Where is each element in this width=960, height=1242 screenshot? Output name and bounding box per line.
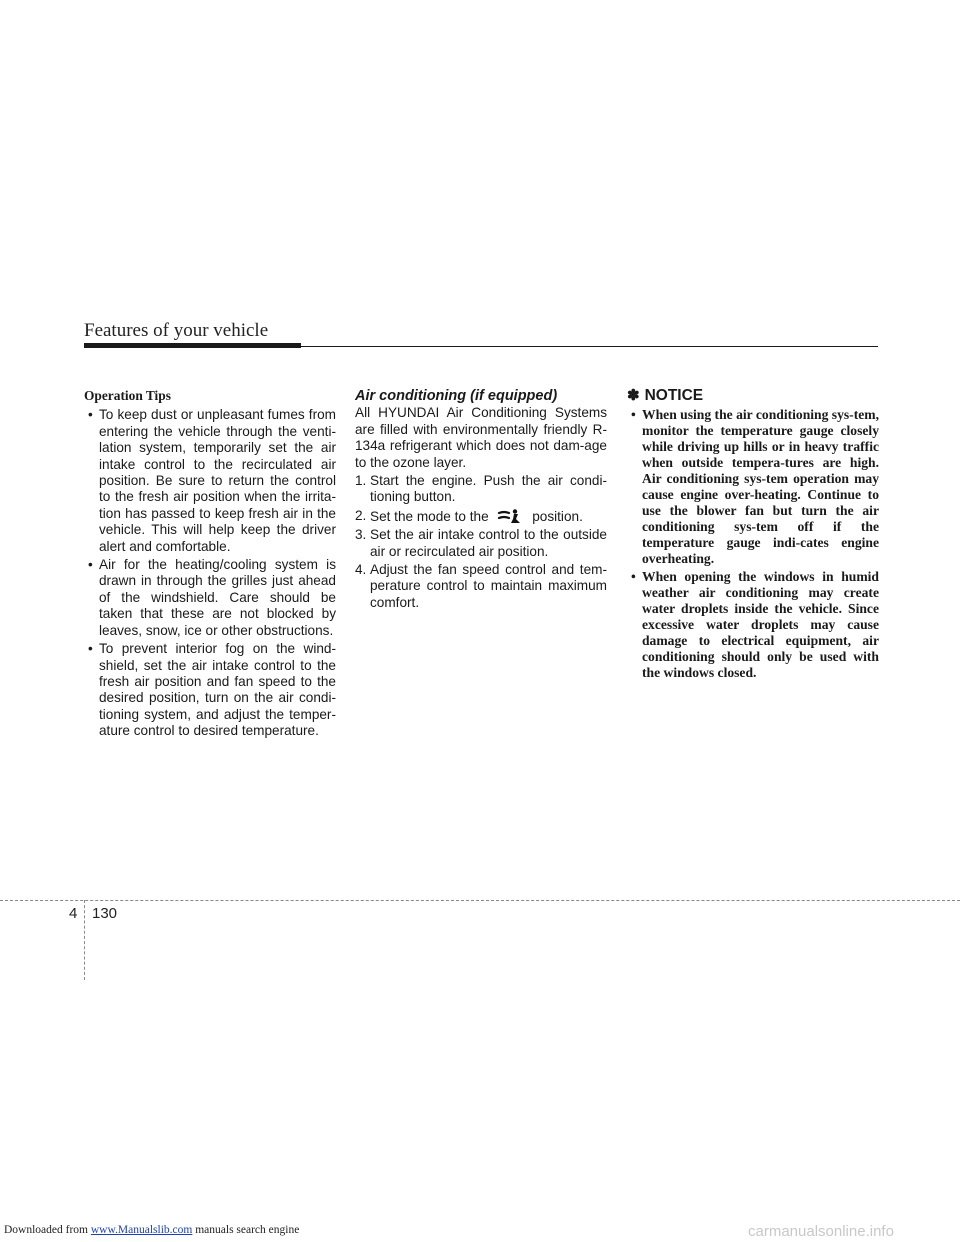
watermark-text: carmanualsonline.info [748, 1223, 894, 1240]
notice-list [627, 407, 879, 681]
manualslib-link[interactable]: www.Manualslib.com [90, 1224, 193, 1236]
step-text: Adjust the fan speed control and tem-perature control to maintain maximum comfort. [370, 562, 607, 610]
list-item [355, 508, 607, 525]
footer-suffix: manuals search engine [192, 1224, 300, 1236]
step-text-suffix: position. [532, 508, 583, 524]
column-notice [627, 388, 879, 683]
section-heading: Operation Tips [84, 388, 171, 403]
column-air-conditioning [355, 388, 607, 613]
step-number: 4. [355, 562, 367, 578]
list-item [355, 473, 607, 506]
list-item [355, 562, 607, 611]
step-text: Set the mode to the [370, 508, 489, 524]
list-item: • When using the air conditioning sys-tem, monitor the temperature gauge closely while driving up hills or in heavy traffic when outside tempera-tures are high. Air conditioning sys-tem operation may cause engine over-heating. Continue to use the blower fan but turn the air conditioning sys-tem off if the temperature gauge indi-cates engine overheating. [627, 407, 879, 567]
step-number: 1. [355, 473, 367, 489]
page-header-title: Features of your vehicle [84, 320, 269, 341]
vent-mode-icon [496, 508, 524, 524]
list-item: • To prevent interior fog on the wind-shield, set the air intake control to the fresh air position and fan speed to the desired position, turn on the air condi-tioning system, and adjust the temper-ature control to desired temperature. [84, 641, 336, 739]
steps-list [355, 473, 607, 611]
list-item [355, 527, 607, 560]
intro-paragraph: All HYUNDAI Air Conditioning Systems are filled with environmentally friendly R-134a refrigerant which does not dam-age to the ozone layer. [355, 405, 607, 470]
step-text: Start the engine. Push the air condi-tioning button. [370, 473, 607, 505]
list-item: • Air for the heating/cooling system is drawn in through the grilles just ahead of the windshield. Care should be taken that these are not blocked by leaves, snow, ice or other obstructions. [84, 557, 336, 639]
page-divider-vertical [84, 900, 85, 980]
step-text: Set the air intake control to the outside air or recirculated air position. [370, 527, 607, 559]
notice-star-icon: ✽ [627, 387, 640, 404]
section-heading: Air conditioning (if equipped) [355, 388, 558, 404]
list-item: • When opening the windows in humid weather air conditioning may create water droplets inside the vehicle. Since excessive water droplets may cause damage to electrical equipment, air conditioning should only be used with the windows closed. [627, 569, 879, 681]
page-divider-horizontal [0, 900, 960, 901]
download-footer [4, 1224, 299, 1236]
footer-prefix: Downloaded from [4, 1224, 91, 1236]
bullet-list [84, 407, 336, 739]
column-operation-tips [84, 388, 336, 742]
notice-heading-label: NOTICE [644, 387, 704, 404]
step-number: 3. [355, 527, 367, 543]
list-item: • To keep dust or unpleasant fumes from entering the vehicle through the venti-lation system, temporarily set the air intake control to the recirculated air position. Be sure to return the control to the fresh air position when the irrita-tion has passed to keep fresh air in the vehicle. This will help keep the driver alert and comfortable. [84, 407, 336, 555]
header-rule [84, 346, 878, 347]
step-number: 2. [355, 507, 367, 523]
chapter-number: 4 [69, 905, 78, 922]
notice-heading [627, 388, 879, 404]
page-number: 130 [92, 905, 118, 922]
